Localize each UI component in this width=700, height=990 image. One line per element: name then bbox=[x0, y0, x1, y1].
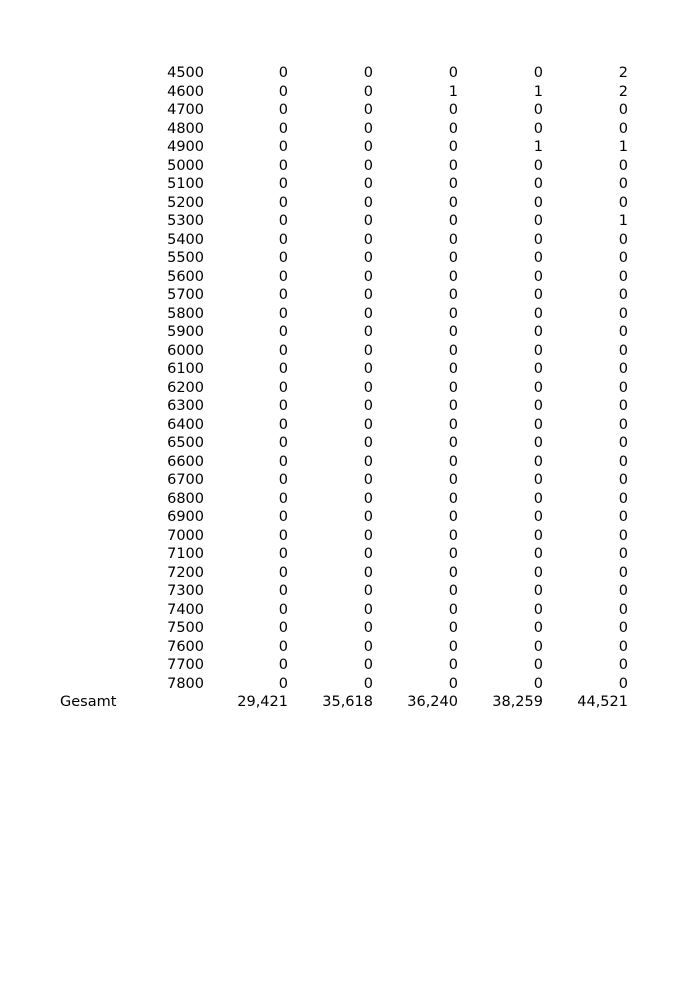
table-cell: 0 bbox=[448, 583, 458, 599]
row-label: 7800 bbox=[167, 675, 204, 692]
table-row bbox=[0, 175, 700, 194]
table-row bbox=[0, 231, 700, 250]
table-row bbox=[0, 286, 700, 305]
table-cell: 0 bbox=[278, 675, 288, 692]
table-cell: 2 bbox=[618, 65, 628, 81]
table-cell: 0 bbox=[448, 250, 458, 266]
table-cell: 0 bbox=[278, 139, 288, 155]
table-cell: 0 bbox=[278, 509, 288, 525]
row-label: 4900 bbox=[167, 139, 204, 155]
table-row bbox=[0, 342, 700, 361]
table-row bbox=[0, 323, 700, 342]
row-label: 7700 bbox=[167, 657, 204, 673]
table-row bbox=[0, 675, 700, 694]
table-row bbox=[0, 656, 700, 675]
table-row bbox=[0, 416, 700, 435]
row-label: 4800 bbox=[167, 120, 204, 137]
row-label: 5100 bbox=[167, 176, 204, 192]
table-cell: 0 bbox=[618, 398, 628, 414]
table-cell: 0 bbox=[278, 361, 288, 377]
table-cell: 0 bbox=[363, 657, 373, 673]
table-cell: 0 bbox=[618, 675, 628, 692]
row-label: 4700 bbox=[167, 102, 204, 118]
table-cell: 0 bbox=[448, 342, 458, 359]
row-label: 5600 bbox=[167, 268, 204, 285]
row-label: 6000 bbox=[167, 342, 204, 359]
table-cell: 0 bbox=[278, 379, 288, 396]
table-row bbox=[0, 249, 700, 268]
row-label: 5400 bbox=[167, 231, 204, 248]
table-cell: 0 bbox=[448, 657, 458, 673]
table-cell: 0 bbox=[618, 546, 628, 562]
table-cell: 0 bbox=[533, 102, 543, 118]
table-cell: 0 bbox=[278, 120, 288, 137]
table-cell: 0 bbox=[278, 268, 288, 285]
table-cell: 0 bbox=[533, 213, 543, 229]
table-cell: 0 bbox=[618, 176, 628, 192]
table-cell: 0 bbox=[533, 583, 543, 599]
table-cell: 0 bbox=[533, 120, 543, 137]
table-row bbox=[0, 268, 700, 287]
table-cell: 0 bbox=[278, 416, 288, 433]
table-row bbox=[0, 601, 700, 620]
table-cell: 0 bbox=[618, 416, 628, 433]
table-cell: 0 bbox=[448, 564, 458, 581]
row-label: 6400 bbox=[167, 416, 204, 433]
row-label: 6800 bbox=[167, 490, 204, 507]
table-cell: 0 bbox=[618, 435, 628, 451]
row-label: 5000 bbox=[167, 157, 204, 174]
table-row bbox=[0, 138, 700, 157]
table-cell: 0 bbox=[533, 564, 543, 581]
table-cell: 0 bbox=[618, 194, 628, 211]
table-cell: 0 bbox=[533, 250, 543, 266]
table-cell: 0 bbox=[618, 379, 628, 396]
table-cell: 0 bbox=[363, 176, 373, 192]
table-cell: 0 bbox=[363, 490, 373, 507]
table-cell: 0 bbox=[618, 324, 628, 340]
table-cell: 0 bbox=[363, 194, 373, 211]
table-cell: 0 bbox=[363, 379, 373, 396]
table-cell: 0 bbox=[533, 342, 543, 359]
row-label: 5900 bbox=[167, 324, 204, 340]
table-cell: 0 bbox=[533, 305, 543, 322]
table-cell: 0 bbox=[448, 416, 458, 433]
table-cell: 0 bbox=[278, 213, 288, 229]
row-label: 6100 bbox=[167, 361, 204, 377]
table-cell: 0 bbox=[533, 509, 543, 525]
table-cell: 0 bbox=[363, 435, 373, 451]
table-cell: 0 bbox=[618, 120, 628, 137]
table-cell: 0 bbox=[278, 194, 288, 211]
table-cell: 0 bbox=[278, 305, 288, 322]
row-label: 7600 bbox=[167, 638, 204, 655]
table-row bbox=[0, 157, 700, 176]
table-cell: 0 bbox=[278, 601, 288, 618]
table-row bbox=[0, 434, 700, 453]
table-cell: 0 bbox=[618, 250, 628, 266]
table-cell: 0 bbox=[278, 583, 288, 599]
table-cell: 0 bbox=[448, 509, 458, 525]
table-cell: 0 bbox=[618, 601, 628, 618]
table-cell: 0 bbox=[278, 435, 288, 451]
row-label: 7500 bbox=[167, 620, 204, 636]
row-label: 6900 bbox=[167, 509, 204, 525]
table-cell: 0 bbox=[618, 620, 628, 636]
table-cell: 0 bbox=[278, 564, 288, 581]
table-cell: 0 bbox=[363, 472, 373, 488]
table-cell: 0 bbox=[278, 453, 288, 470]
table-cell: 0 bbox=[363, 305, 373, 322]
table-cell: 0 bbox=[448, 620, 458, 636]
table-cell: 0 bbox=[448, 527, 458, 544]
table-cell: 0 bbox=[618, 490, 628, 507]
table-cell: 0 bbox=[363, 342, 373, 359]
row-label: 4600 bbox=[167, 83, 204, 100]
table-cell: 0 bbox=[448, 65, 458, 81]
table-cell: 0 bbox=[533, 176, 543, 192]
row-label: 5500 bbox=[167, 250, 204, 266]
table-cell: 0 bbox=[618, 361, 628, 377]
table-cell: 0 bbox=[533, 416, 543, 433]
table-cell: 0 bbox=[533, 601, 543, 618]
row-label: 5800 bbox=[167, 305, 204, 322]
table-cell: 0 bbox=[448, 231, 458, 248]
table-cell: 0 bbox=[533, 194, 543, 211]
table-cell: 0 bbox=[278, 287, 288, 303]
table-cell: 0 bbox=[278, 398, 288, 414]
table-cell: 1 bbox=[533, 83, 543, 100]
table-cell: 0 bbox=[448, 120, 458, 137]
table-cell: 0 bbox=[533, 379, 543, 396]
table-cell: 0 bbox=[618, 305, 628, 322]
table-cell: 0 bbox=[448, 287, 458, 303]
table-cell: 0 bbox=[618, 102, 628, 118]
table-row bbox=[0, 638, 700, 657]
table-cell: 1 bbox=[533, 139, 543, 155]
table-cell: 0 bbox=[363, 361, 373, 377]
table-cell: 0 bbox=[448, 139, 458, 155]
table-cell: 0 bbox=[448, 435, 458, 451]
table-cell: 0 bbox=[618, 453, 628, 470]
table-cell: 0 bbox=[533, 268, 543, 285]
row-label: 7000 bbox=[167, 527, 204, 544]
table-cell: 0 bbox=[448, 675, 458, 692]
table-cell: 0 bbox=[448, 213, 458, 229]
table-cell: 0 bbox=[533, 287, 543, 303]
table-cell: 0 bbox=[618, 527, 628, 544]
table-cell: 0 bbox=[533, 157, 543, 174]
table-cell: 0 bbox=[278, 342, 288, 359]
table-cell: 0 bbox=[533, 657, 543, 673]
table-row bbox=[0, 545, 700, 564]
table-cell: 0 bbox=[278, 490, 288, 507]
table-cell: 0 bbox=[448, 268, 458, 285]
table-cell: 0 bbox=[533, 65, 543, 81]
table-cell: 0 bbox=[363, 250, 373, 266]
table-cell: 0 bbox=[533, 453, 543, 470]
table-cell: 0 bbox=[448, 361, 458, 377]
table-cell: 0 bbox=[618, 472, 628, 488]
table-cell: 0 bbox=[363, 83, 373, 100]
table-cell: 0 bbox=[448, 176, 458, 192]
table-cell: 0 bbox=[278, 102, 288, 118]
table-cell: 0 bbox=[278, 65, 288, 81]
table-cell: 0 bbox=[363, 620, 373, 636]
table-cell: 0 bbox=[278, 638, 288, 655]
table-cell: 0 bbox=[533, 472, 543, 488]
table-cell: 0 bbox=[533, 675, 543, 692]
total-cell: 35,618 bbox=[322, 694, 373, 710]
table-cell: 0 bbox=[448, 601, 458, 618]
total-row bbox=[0, 693, 700, 712]
row-label: 7400 bbox=[167, 601, 204, 618]
table-row bbox=[0, 212, 700, 231]
table-cell: 0 bbox=[448, 379, 458, 396]
table-cell: 0 bbox=[278, 546, 288, 562]
total-cell: 29,421 bbox=[237, 694, 288, 710]
table-cell: 0 bbox=[618, 509, 628, 525]
table-cell: 0 bbox=[363, 139, 373, 155]
table-cell: 0 bbox=[533, 527, 543, 544]
table-cell: 0 bbox=[533, 361, 543, 377]
row-label: 7300 bbox=[167, 583, 204, 599]
table-cell: 0 bbox=[363, 601, 373, 618]
table-cell: 0 bbox=[363, 287, 373, 303]
table-cell: 0 bbox=[448, 546, 458, 562]
table-cell: 0 bbox=[448, 102, 458, 118]
table-cell: 0 bbox=[448, 490, 458, 507]
table-cell: 0 bbox=[533, 231, 543, 248]
table-cell: 0 bbox=[448, 305, 458, 322]
row-label: 7100 bbox=[167, 546, 204, 562]
total-cell: 36,240 bbox=[407, 694, 458, 710]
table-row bbox=[0, 64, 700, 83]
table-cell: 0 bbox=[363, 638, 373, 655]
table-cell: 0 bbox=[363, 546, 373, 562]
row-label: 6300 bbox=[167, 398, 204, 414]
table-cell: 0 bbox=[278, 472, 288, 488]
row-label: 6600 bbox=[167, 453, 204, 470]
table-cell: 0 bbox=[363, 453, 373, 470]
table-cell: 0 bbox=[618, 638, 628, 655]
table-cell: 0 bbox=[363, 65, 373, 81]
table-cell: 0 bbox=[448, 157, 458, 174]
table-cell: 0 bbox=[278, 527, 288, 544]
table-cell: 0 bbox=[618, 342, 628, 359]
row-label: 6500 bbox=[167, 435, 204, 451]
table-cell: 0 bbox=[533, 435, 543, 451]
table-cell: 0 bbox=[448, 398, 458, 414]
table-row bbox=[0, 305, 700, 324]
table-cell: 0 bbox=[363, 509, 373, 525]
table-cell: 0 bbox=[363, 398, 373, 414]
row-label: 6700 bbox=[167, 472, 204, 488]
table-cell: 0 bbox=[363, 157, 373, 174]
row-label: 5700 bbox=[167, 287, 204, 303]
total-cell: 44,521 bbox=[577, 694, 628, 710]
table-cell: 0 bbox=[448, 453, 458, 470]
data-table bbox=[0, 64, 700, 712]
table-cell: 0 bbox=[618, 657, 628, 673]
table-cell: 1 bbox=[618, 139, 628, 155]
table-cell: 2 bbox=[618, 83, 628, 100]
table-cell: 0 bbox=[363, 324, 373, 340]
table-row bbox=[0, 582, 700, 601]
row-label: 7200 bbox=[167, 564, 204, 581]
table-cell: 0 bbox=[363, 564, 373, 581]
table-cell: 0 bbox=[363, 268, 373, 285]
row-label: 5200 bbox=[167, 194, 204, 211]
table-cell: 0 bbox=[363, 102, 373, 118]
table-cell: 0 bbox=[448, 194, 458, 211]
table-row bbox=[0, 471, 700, 490]
table-row bbox=[0, 397, 700, 416]
table-cell: 1 bbox=[618, 213, 628, 229]
table-cell: 0 bbox=[278, 620, 288, 636]
table-cell: 0 bbox=[363, 120, 373, 137]
table-row bbox=[0, 83, 700, 102]
table-row bbox=[0, 453, 700, 472]
table-cell: 0 bbox=[618, 157, 628, 174]
table-cell: 0 bbox=[533, 324, 543, 340]
table-cell: 0 bbox=[448, 324, 458, 340]
table-cell: 0 bbox=[363, 675, 373, 692]
table-cell: 0 bbox=[363, 213, 373, 229]
table-cell: 0 bbox=[618, 583, 628, 599]
table-cell: 0 bbox=[533, 398, 543, 414]
table-cell: 0 bbox=[533, 620, 543, 636]
table-cell: 0 bbox=[448, 472, 458, 488]
total-label: Gesamt bbox=[60, 694, 117, 710]
table-cell: 0 bbox=[278, 231, 288, 248]
row-label: 6200 bbox=[167, 379, 204, 396]
table-cell: 0 bbox=[278, 83, 288, 100]
table-cell: 0 bbox=[533, 638, 543, 655]
table-row bbox=[0, 120, 700, 139]
row-label: 5300 bbox=[167, 213, 204, 229]
table-cell: 0 bbox=[278, 157, 288, 174]
table-cell: 0 bbox=[278, 657, 288, 673]
total-cell: 38,259 bbox=[492, 694, 543, 710]
table-cell: 0 bbox=[618, 231, 628, 248]
table-cell: 0 bbox=[278, 250, 288, 266]
row-label: 4500 bbox=[167, 65, 204, 81]
table-cell: 1 bbox=[448, 83, 458, 100]
table-row bbox=[0, 101, 700, 120]
table-row bbox=[0, 564, 700, 583]
table-cell: 0 bbox=[448, 638, 458, 655]
table-cell: 0 bbox=[618, 287, 628, 303]
table-row bbox=[0, 194, 700, 213]
table-cell: 0 bbox=[618, 564, 628, 581]
table-cell: 0 bbox=[533, 546, 543, 562]
table-row bbox=[0, 508, 700, 527]
table-cell: 0 bbox=[618, 268, 628, 285]
table-cell: 0 bbox=[363, 583, 373, 599]
table-cell: 0 bbox=[278, 324, 288, 340]
table-row bbox=[0, 490, 700, 509]
table-cell: 0 bbox=[363, 416, 373, 433]
table-row bbox=[0, 360, 700, 379]
table-cell: 0 bbox=[363, 527, 373, 544]
table-row bbox=[0, 527, 700, 546]
table-row bbox=[0, 379, 700, 398]
table-cell: 0 bbox=[533, 490, 543, 507]
table-cell: 0 bbox=[363, 231, 373, 248]
table-cell: 0 bbox=[278, 176, 288, 192]
table-row bbox=[0, 619, 700, 638]
